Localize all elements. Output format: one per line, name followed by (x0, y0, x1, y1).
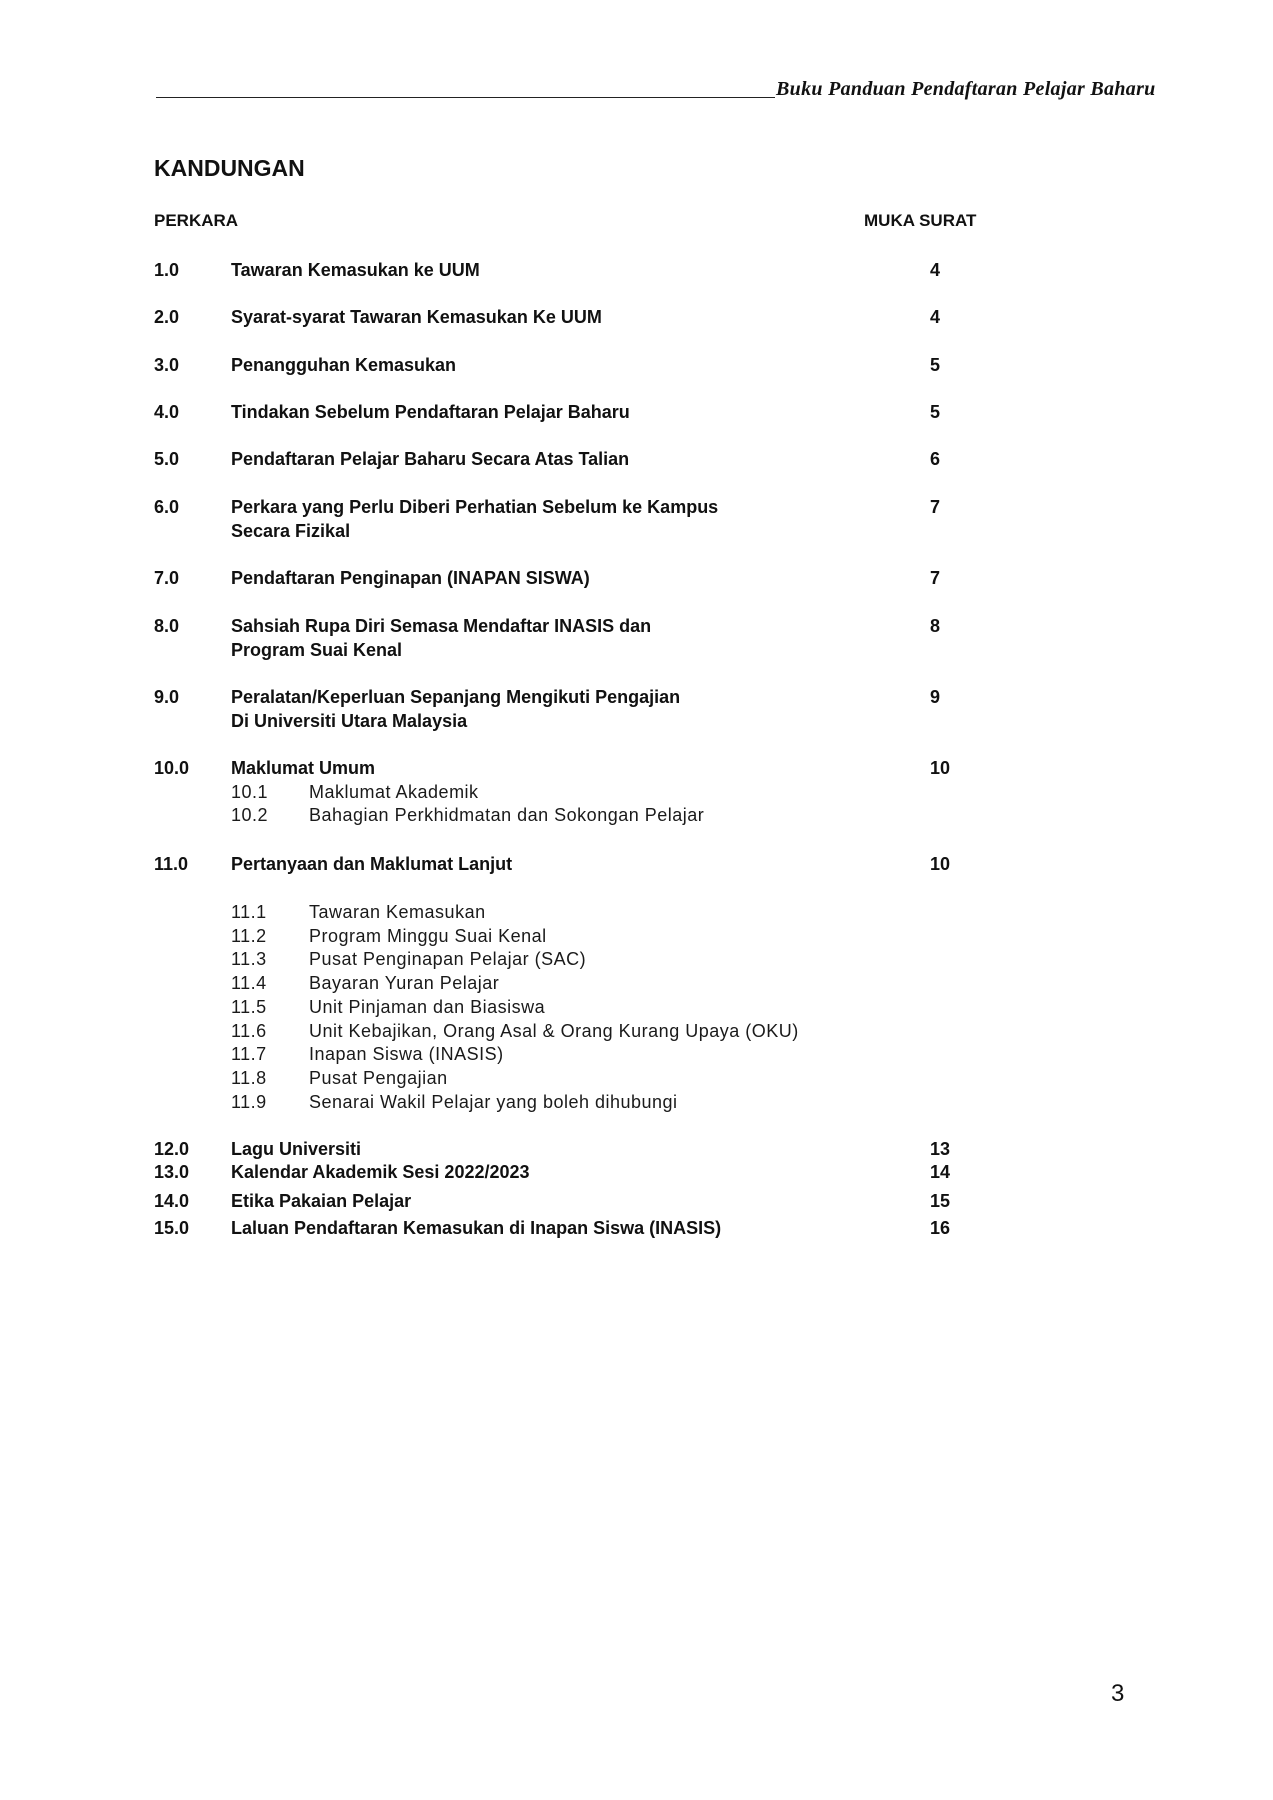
subentry-number: 11.6 (231, 1020, 267, 1041)
subentry-number: 10.2 (231, 805, 269, 826)
entry-page: 4 (930, 260, 941, 280)
entry-number: 4.0 (154, 402, 180, 422)
subentry-title: Senarai Wakil Pelajar yang boleh dihubungi (309, 1091, 678, 1112)
entry-number: 15.0 (154, 1218, 190, 1238)
entry-number: 3.0 (154, 355, 180, 375)
toc-subentry (231, 901, 799, 925)
subentry-title: Tawaran Kemasukan (309, 902, 486, 922)
subentry-title: Pusat Pengajian (309, 1067, 448, 1088)
entry-page: 4 (930, 307, 941, 327)
entry-title-line: Pendaftaran Pelajar Baharu Secara Atas Talian (231, 449, 630, 469)
entry-title (231, 853, 911, 877)
entry-page: 14 (930, 1162, 951, 1182)
entry-title (231, 1217, 911, 1241)
entry-title (231, 567, 911, 591)
entry-title (231, 1138, 911, 1162)
subentry-title: Unit Pinjaman dan Biasiswa (309, 996, 546, 1017)
toc-subentry (231, 804, 911, 828)
subentry-number: 11.9 (231, 1091, 267, 1112)
entry-number: 10.0 (154, 758, 190, 778)
entry-page: 6 (930, 449, 941, 469)
entry-title (231, 757, 911, 828)
subentry-number: 11.4 (231, 973, 267, 994)
entry-number: 9.0 (154, 687, 180, 707)
entry-number: 7.0 (154, 568, 180, 588)
entry-number: 2.0 (154, 307, 180, 327)
entry-page: 13 (930, 1139, 951, 1159)
subentry-title: Pusat Penginapan Pelajar (SAC) (309, 949, 587, 970)
entry-page: 8 (930, 616, 941, 636)
subentry-title: Inapan Siswa (INASIS) (309, 1044, 504, 1065)
subentry-number: 11.3 (231, 949, 267, 970)
subentry-number: 11.7 (231, 1044, 267, 1065)
entry-page: 7 (930, 497, 941, 517)
subentry-title: Maklumat Akademik (309, 781, 479, 802)
toc-subentry (231, 925, 799, 949)
page-number: 3 (1111, 1680, 1125, 1707)
entry-title-line: Lagu Universiti (231, 1139, 362, 1159)
toc-subentry (231, 1043, 799, 1067)
entry-title-line: Kalendar Akademik Sesi 2022/2023 (231, 1162, 530, 1182)
entry-title (231, 354, 911, 378)
entry-page: 16 (930, 1218, 951, 1238)
subentry-title: Program Minggu Suai Kenal (309, 925, 547, 946)
subentry-number: 10.1 (231, 781, 269, 802)
entry-title (231, 448, 911, 472)
entry-page: 10 (930, 758, 951, 778)
entry-title (231, 401, 911, 425)
entry-page: 9 (930, 687, 941, 707)
entry-number: 8.0 (154, 616, 180, 636)
subentry-number: 11.8 (231, 1067, 267, 1088)
entry-title-line: Di Universiti Utara Malaysia (231, 710, 468, 731)
toc-subentry (231, 1067, 799, 1091)
subentry-number: 11.1 (231, 902, 267, 922)
entry-title-line: Syarat-syarat Tawaran Kemasukan Ke UUM (231, 307, 602, 327)
toc-subentry (231, 996, 799, 1020)
toc-subentry (231, 1020, 799, 1044)
running-header-title: Buku Panduan Pendaftaran Pelajar Baharu (776, 78, 1156, 100)
subentry-title: Bayaran Yuran Pelajar (309, 973, 500, 994)
entry-number: 11.0 (154, 854, 189, 874)
entry-title (231, 306, 911, 330)
entry-page: 7 (930, 568, 941, 588)
entry-title-line: Penangguhan Kemasukan (231, 355, 457, 375)
entry-page: 5 (930, 402, 941, 422)
entry-title-line: Peralatan/Keperluan Sepanjang Mengikuti Pengajian (231, 687, 681, 707)
toc-subentry (231, 1091, 799, 1115)
toc-subentry (231, 948, 799, 972)
entry-title-line: Laluan Pendaftaran Kemasukan di Inapan Siswa (INASIS) (231, 1218, 722, 1238)
entry-title (231, 615, 911, 662)
entry-number: 14.0 (154, 1191, 190, 1211)
column-header-page: MUKA SURAT (864, 211, 977, 230)
entry-title-line: Program Suai Kenal (231, 639, 403, 660)
entry-title (231, 686, 911, 733)
entry-title-line: Sahsiah Rupa Diri Semasa Mendaftar INASIS dan (231, 616, 652, 636)
entry-title (231, 496, 911, 543)
entry-page: 10 (930, 854, 951, 874)
entry-number: 13.0 (154, 1162, 190, 1182)
toc-subentry (231, 972, 799, 996)
subentry-title: Unit Kebajikan, Orang Asal & Orang Kurang Upaya (OKU) (309, 1020, 799, 1041)
toc-subentry (231, 781, 911, 805)
subentry-number: 11.5 (231, 996, 267, 1017)
entry-title-line: Perkara yang Perlu Diberi Perhatian Sebelum ke Kampus (231, 497, 719, 517)
entry-title-line: Tawaran Kemasukan ke UUM (231, 260, 480, 280)
entry-page: 15 (930, 1191, 951, 1211)
entry-number: 12.0 (154, 1139, 190, 1159)
subentry-title: Bahagian Perkhidmatan dan Sokongan Pelajar (309, 805, 705, 826)
entry-title-line: Tindakan Sebelum Pendaftaran Pelajar Baharu (231, 402, 630, 422)
entry-title-line: Pendaftaran Penginapan (INAPAN SISWA) (231, 568, 590, 588)
column-header-item: PERKARA (154, 211, 239, 230)
subentry-number: 11.2 (231, 925, 267, 946)
entry-title-line: Etika Pakaian Pelajar (231, 1191, 412, 1211)
entry-number: 6.0 (154, 497, 180, 517)
toc-sublist (231, 901, 799, 1114)
entry-number: 1.0 (154, 260, 180, 280)
entry-title (231, 259, 911, 283)
entry-number: 5.0 (154, 449, 180, 469)
header-rule (156, 97, 775, 98)
entry-title-line: Pertanyaan dan Maklumat Lanjut (231, 854, 513, 874)
entry-title-line: Maklumat Umum (231, 758, 376, 778)
entry-title (231, 1190, 911, 1214)
entry-title (231, 1161, 911, 1185)
entry-title-line: Secara Fizikal (231, 520, 351, 541)
entry-page: 5 (930, 355, 941, 375)
page-title: KANDUNGAN (154, 155, 305, 181)
